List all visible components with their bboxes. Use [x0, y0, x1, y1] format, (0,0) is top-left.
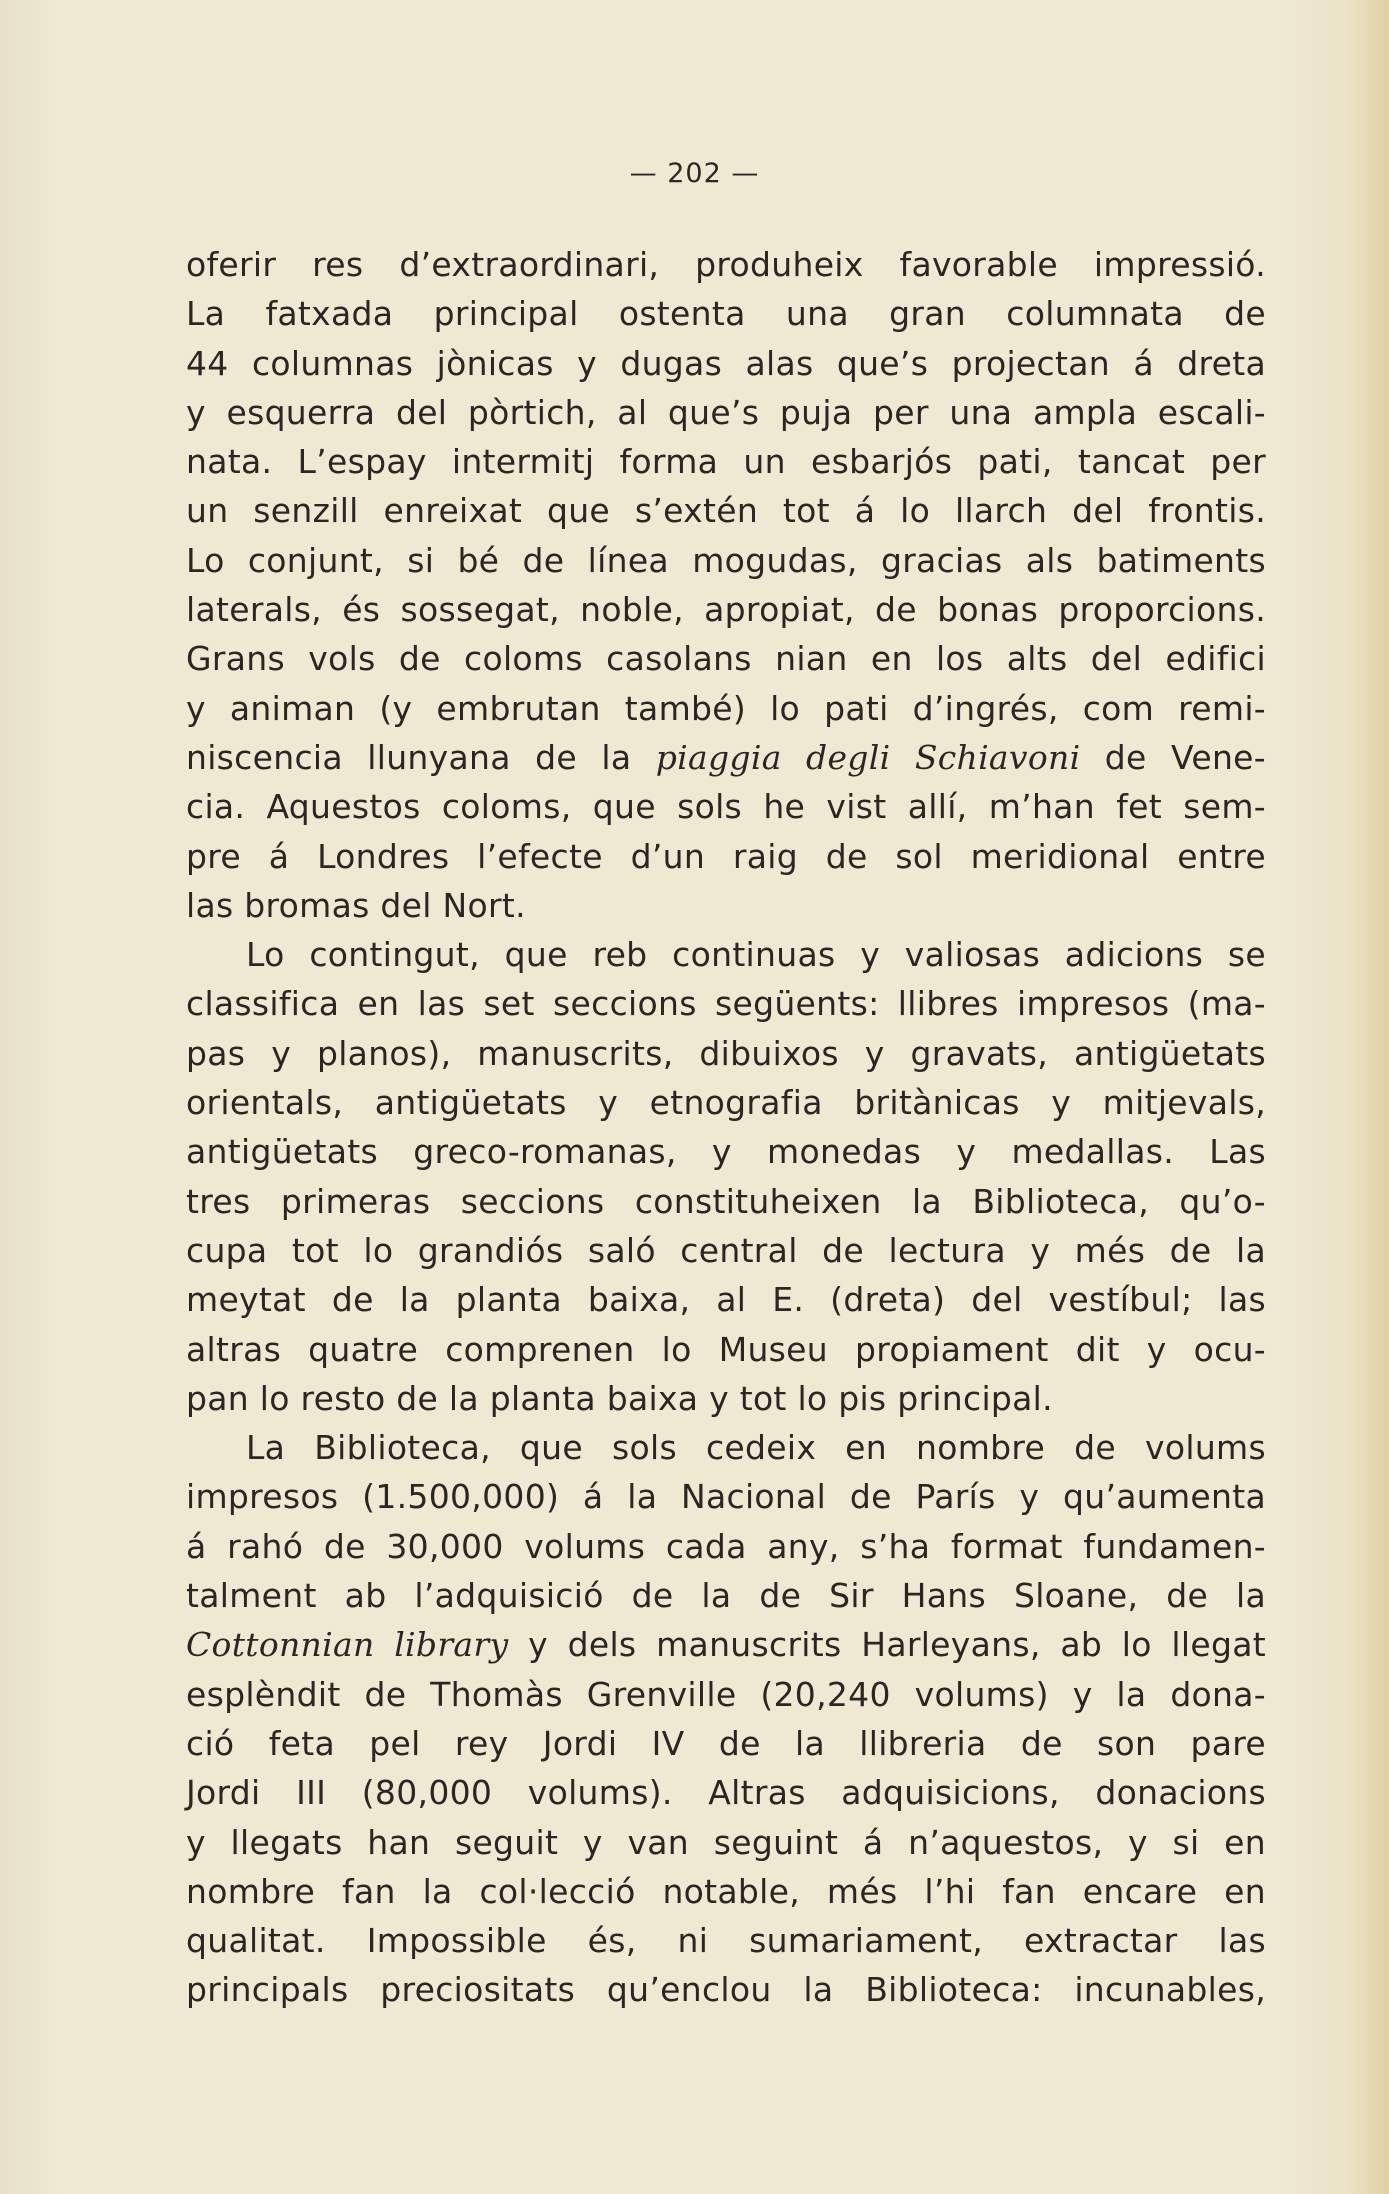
text-line: Lo contingut, que reb continuas y valiosas adicions se: [246, 935, 1266, 975]
text-line: tres primeras seccions constituheixen la Biblioteca, qu’o-: [186, 1181, 1266, 1221]
text-line: meytat de la planta baixa, al E. (dreta) del vestíbul; las: [186, 1280, 1266, 1320]
text-line: Jordi III (80,000 volums). Altras adquisicions, donacions: [186, 1773, 1266, 1813]
text-line: ció feta pel rey Jordi IV de la llibreria de son pare: [186, 1723, 1266, 1763]
text-line: oferir res d’extraordinari, produheix favorable impressió.: [186, 245, 1266, 284]
text-line: pan lo resto de la planta baixa y tot lo pis principal.: [186, 1378, 1053, 1418]
page-body: [186, 240, 1266, 2015]
italic-phrase: Cottonnian library: [186, 1625, 509, 1665]
text-line: La Biblioteca, que sols cedeix en nombre de volums: [246, 1428, 1266, 1468]
text-line: Lo conjunt, si bé de línea mogudas, gracias als batiments: [186, 540, 1266, 580]
text-line: classifica en las set seccions següents: llibres impresos (ma-: [186, 984, 1266, 1024]
text-line: las bromas del Nort.: [186, 885, 526, 925]
text-line: y llegats han seguit y van seguint á n’aquestos, y si en: [186, 1822, 1266, 1862]
text-line: á rahó de 30,000 volums cada any, s’ha format fundamen-: [186, 1526, 1266, 1566]
text-line: niscencia llunyana de la piaggia degli Schiavoni de Vene-: [186, 737, 1266, 777]
text-line: cia. Aquestos coloms, que sols he vist allí, m’han fet sem-: [186, 787, 1266, 827]
italic-phrase: piaggia degli Schiavoni: [655, 737, 1081, 777]
text-line: y animan (y embrutan també) lo pati d’ingrés, com remi-: [186, 688, 1266, 728]
text-line: pas y planos), manuscrits, dibuixos y gravats, antigüetats: [186, 1033, 1266, 1073]
page-number: — 202 —: [629, 158, 760, 189]
text-line: impresos (1.500,000) á la Nacional de París y qu’aumenta: [186, 1477, 1266, 1517]
text-line: nombre fan la col·lecció notable, més l’hi fan encare en: [186, 1871, 1266, 1911]
text-line: orientals, antigüetats y etnografia britànicas y mitjevals,: [186, 1083, 1266, 1123]
text-line: laterals, és sossegat, noble, apropiat, de bonas proporcions.: [186, 590, 1266, 630]
text-line: un senzill enreixat que s’extén tot á lo llarch del frontis.: [186, 491, 1266, 531]
text-line: qualitat. Impossible és, ni sumariament, extractar las: [186, 1921, 1266, 1961]
text-line: antigüetats greco-romanas, y monedas y medallas. Las: [186, 1132, 1266, 1172]
text-line: 44 columnas jònicas y dugas alas que’s projectan á dreta: [186, 343, 1266, 383]
text-line: pre á Londres l’efecte d’un raig de sol meridional entre: [186, 836, 1266, 876]
text-line: altras quatre comprenen lo Museu propiament dit y ocu-: [186, 1329, 1266, 1369]
text-line: esplèndit de Thomàs Grenville (20,240 volums) y la dona-: [186, 1674, 1266, 1714]
text-line: La fatxada principal ostenta una gran columnata de: [186, 294, 1266, 334]
text-line: talment ab l’adquisició de la de Sir Hans Sloane, de la: [186, 1576, 1266, 1616]
text-line: cupa tot lo grandiós saló central de lectura y més de la: [186, 1230, 1266, 1270]
text-line: Grans vols de coloms casolans nian en los alts del edifici: [186, 639, 1266, 679]
text-line: y esquerra del pòrtich, al que’s puja per una ampla escali-: [186, 392, 1266, 432]
text-line: nata. L’espay intermitj forma un esbarjós pati, tancat per: [186, 442, 1266, 482]
text-line: principals preciositats qu’enclou la Biblioteca: incunables,: [186, 1970, 1266, 2010]
text-line: Cottonnian library y dels manuscrits Harleyans, ab lo llegat: [186, 1625, 1266, 1665]
